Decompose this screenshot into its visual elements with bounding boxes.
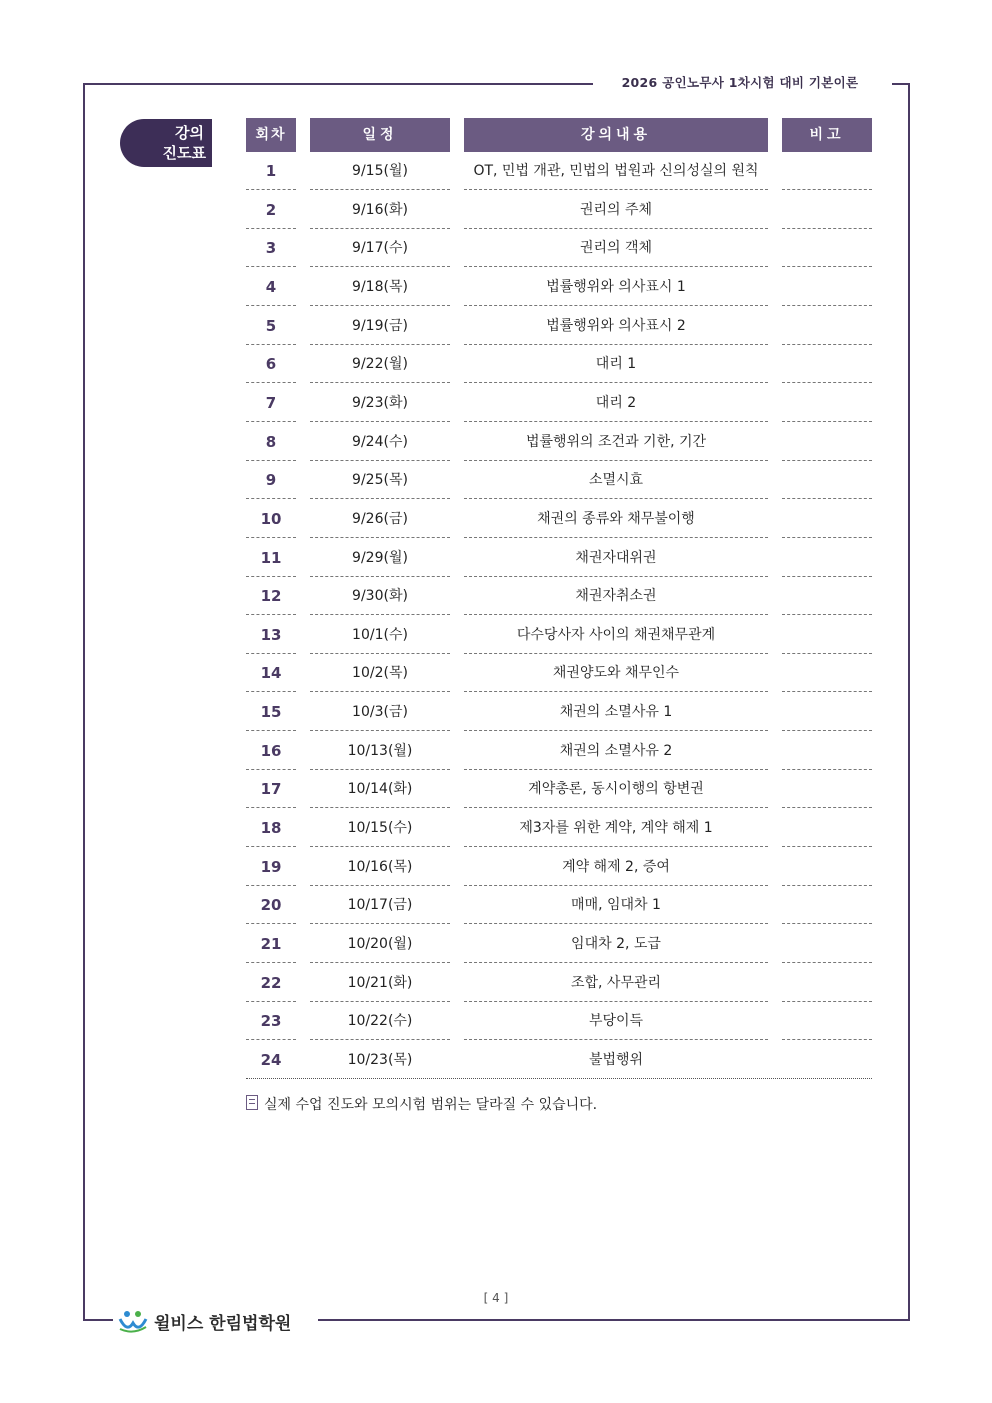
table-row <box>0 654 992 692</box>
row-number: 17 <box>260 780 282 799</box>
row-number: 6 <box>265 355 277 374</box>
row-date: 10/22(수) <box>347 1013 413 1030</box>
row-topic: 제3자를 위한 계약, 계약 해제 1 <box>519 820 713 837</box>
column-header-no: 회차 <box>246 118 296 152</box>
row-number: 14 <box>260 664 282 683</box>
logo-text: 윌비스 한림법학원 <box>154 1313 292 1334</box>
frame-top-left <box>83 83 593 85</box>
table-row <box>0 384 992 422</box>
header-title: 2026 공인노무사 1차시험 대비 기본이론 <box>621 75 859 90</box>
row-topic: 법률행위와 의사표시 1 <box>546 278 686 295</box>
column-header-topic: 강의내용 <box>464 118 768 152</box>
row-number: 16 <box>260 741 282 760</box>
table-row <box>0 616 992 654</box>
row-number: 19 <box>260 857 282 876</box>
table-row <box>0 1041 992 1079</box>
row-number: 9 <box>265 471 277 490</box>
table-row <box>0 500 992 538</box>
table-row <box>0 539 992 577</box>
row-topic: 대리 1 <box>595 356 637 373</box>
row-date: 10/23(목) <box>347 1051 413 1068</box>
page-number: [ 4 ] <box>483 1291 509 1305</box>
table-row <box>0 809 992 847</box>
row-date: 9/24(수) <box>352 433 408 450</box>
row-date: 9/15(월) <box>352 163 408 179</box>
row-date: 10/1(수) <box>352 626 408 643</box>
row-topic: 채권자취소권 <box>575 588 657 605</box>
row-topic: 채권의 소멸사유 2 <box>559 742 673 759</box>
column-header-date: 일정 <box>310 118 450 152</box>
row-number: 3 <box>265 239 277 258</box>
row-date: 9/26(금) <box>352 510 408 527</box>
note-text: 실제 수업 진도와 모의시험 범위는 달라질 수 있습니다. <box>264 1097 598 1113</box>
table-row <box>0 964 992 1002</box>
table-row <box>0 848 992 886</box>
row-number: 20 <box>260 896 282 915</box>
row-topic: 계약총론, 동시이행의 항변권 <box>528 781 704 798</box>
table-row <box>0 693 992 731</box>
row-date: 10/2(목) <box>352 665 408 682</box>
frame-bottom-left <box>83 1319 113 1321</box>
footer-logo <box>118 1307 299 1335</box>
row-date: 10/17(금) <box>347 897 413 914</box>
row-topic: 법률행위와 의사표시 2 <box>546 317 686 334</box>
row-date: 9/29(월) <box>352 549 408 566</box>
row-topic: 소멸시효 <box>588 472 644 489</box>
table-bottom-line <box>246 1078 872 1079</box>
row-date: 10/3(금) <box>352 704 408 721</box>
table-row <box>0 191 992 229</box>
row-topic: 부당이득 <box>588 1013 644 1030</box>
row-number: 7 <box>265 393 277 412</box>
document-icon <box>246 1095 258 1110</box>
row-date: 9/16(화) <box>352 201 408 218</box>
row-number: 22 <box>260 973 282 992</box>
row-date: 9/18(목) <box>352 278 408 295</box>
row-date: 10/14(화) <box>347 781 413 798</box>
row-number: 10 <box>260 509 282 528</box>
row-topic: 법률행위의 조건과 기한, 기간 <box>525 433 707 450</box>
row-topic: 조합, 사무관리 <box>570 974 662 991</box>
row-number: 4 <box>265 277 277 296</box>
row-date: 9/23(화) <box>352 394 408 411</box>
row-topic: 다수당사자 사이의 채권채무관계 <box>516 626 716 643</box>
table-row <box>0 307 992 345</box>
frame-bottom-right <box>318 1319 910 1321</box>
note <box>246 1094 597 1114</box>
row-number: 18 <box>260 819 282 838</box>
row-date: 9/25(목) <box>352 472 408 489</box>
row-date: 10/13(월) <box>347 742 413 759</box>
table-row <box>0 345 992 383</box>
row-topic: 채권양도와 채무인수 <box>552 665 680 682</box>
willbes-logo-icon <box>118 1309 148 1333</box>
row-topic: 임대차 2, 도급 <box>571 936 661 952</box>
table-row <box>0 770 992 808</box>
side-tab-line2: 진도표 <box>162 144 206 162</box>
row-topic: 권리의 주체 <box>579 201 653 218</box>
row-number: 11 <box>260 548 282 567</box>
row-topic: 채권자대위권 <box>575 549 657 566</box>
table-row <box>0 1002 992 1040</box>
row-number: 2 <box>265 200 277 219</box>
row-number: 24 <box>260 1050 282 1069</box>
row-topic: 채권의 종류와 채무불이행 <box>537 510 695 527</box>
row-number: 15 <box>260 703 282 722</box>
row-date: 9/17(수) <box>352 240 408 257</box>
table-row <box>0 925 992 963</box>
table-row <box>0 229 992 267</box>
row-number: 23 <box>260 1012 282 1031</box>
row-date: 10/15(수) <box>347 820 413 837</box>
row-topic: 불법행위 <box>588 1051 644 1068</box>
row-topic: OT, 민법 개관, 민법의 법원과 신의성실의 원칙 <box>473 163 759 179</box>
table-row <box>0 732 992 770</box>
table-row <box>0 152 992 190</box>
row-number: 12 <box>260 587 282 606</box>
table-row <box>0 423 992 461</box>
row-number: 8 <box>265 432 277 451</box>
row-date: 10/20(월) <box>347 936 413 952</box>
table-row <box>0 268 992 306</box>
row-date: 9/19(금) <box>352 317 408 334</box>
row-topic: 권리의 객체 <box>579 240 653 257</box>
row-topic: 계약 해제 2, 증여 <box>562 858 670 875</box>
table-row <box>0 577 992 615</box>
side-tab-line1: 강의 <box>175 124 204 142</box>
row-date: 9/22(월) <box>352 356 408 373</box>
row-date: 10/21(화) <box>347 974 413 991</box>
row-topic: 채권의 소멸사유 1 <box>559 704 673 721</box>
row-number: 13 <box>260 625 282 644</box>
row-date: 10/16(목) <box>347 858 413 875</box>
row-topic: 대리 2 <box>595 394 637 411</box>
table-row <box>0 886 992 924</box>
row-topic: 매매, 임대차 1 <box>571 897 661 914</box>
row-number: 1 <box>265 162 277 180</box>
column-header-note: 비고 <box>782 118 872 152</box>
row-number: 5 <box>265 316 277 335</box>
row-date: 9/30(화) <box>352 588 408 605</box>
row-number: 21 <box>260 935 282 953</box>
table-row <box>0 461 992 499</box>
